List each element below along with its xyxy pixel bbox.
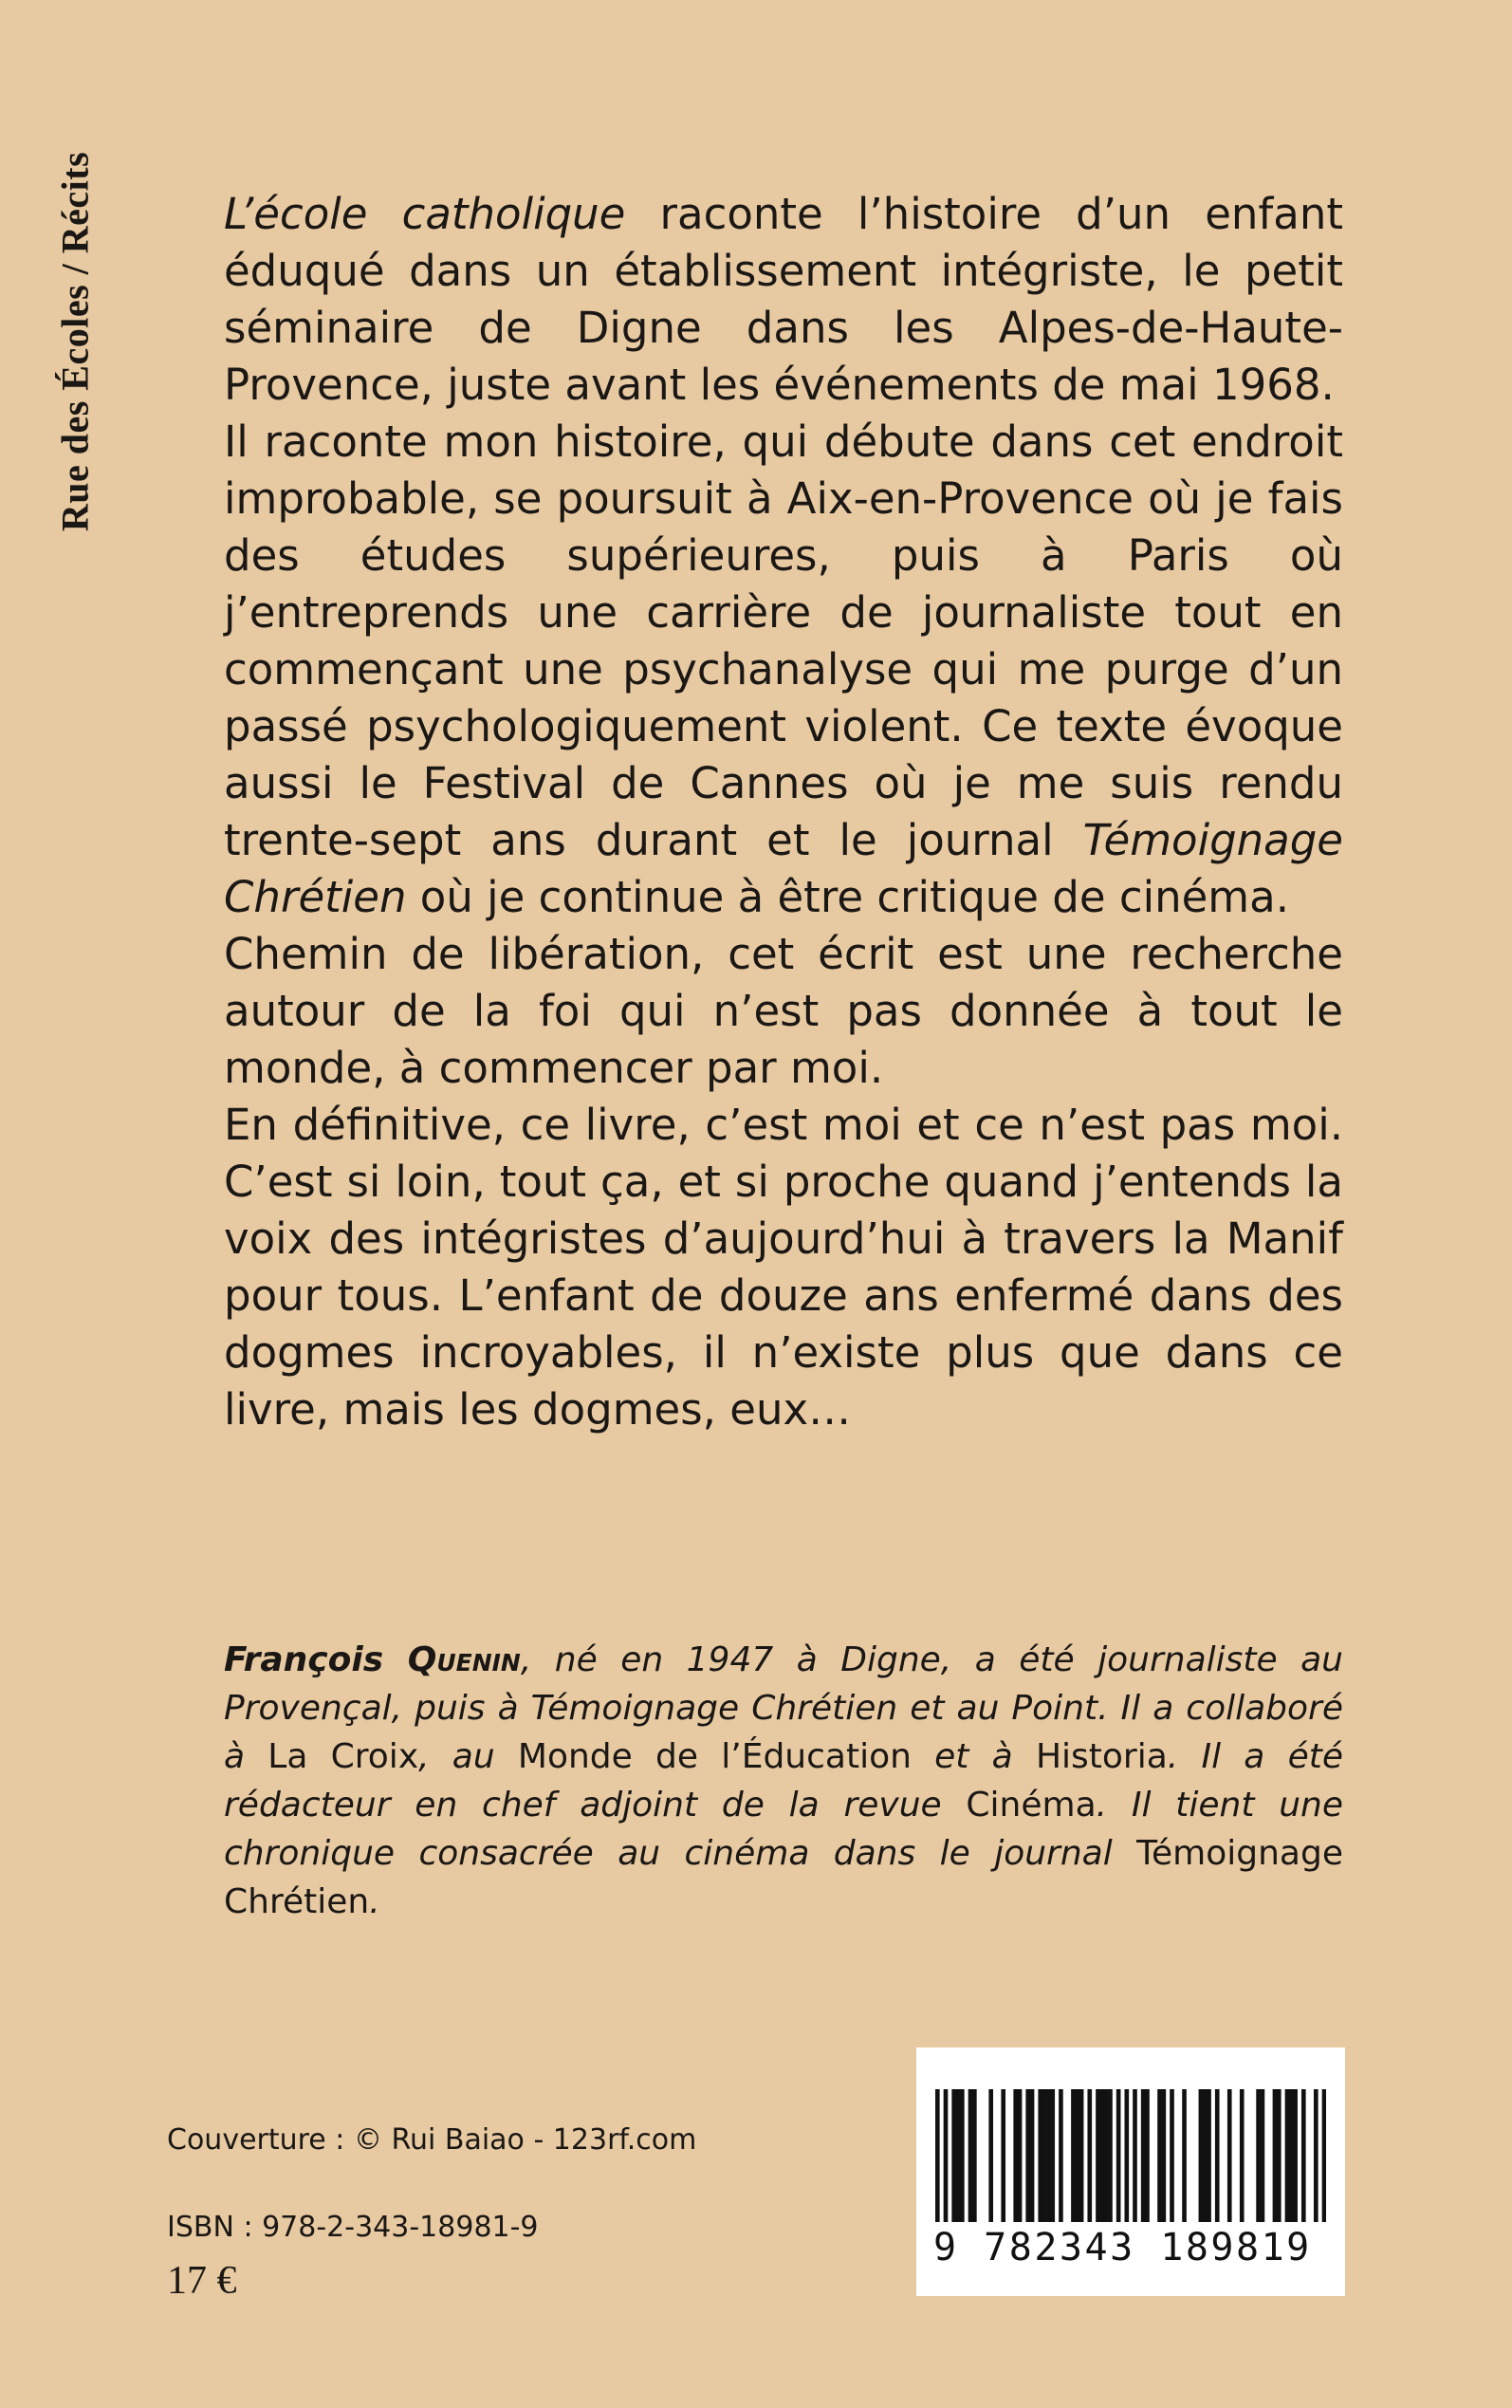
summary-paragraph-3: Chemin de libération, cet écrit est une recherche autour de la foi qui n’est pas donnée à tout le monde, à commencer par moi.: [224, 929, 1343, 1093]
barcode-bar: [1141, 2089, 1146, 2222]
barcode-bar: [1170, 2089, 1174, 2222]
spine-label: [36, 104, 114, 579]
barcode-bar: [1050, 2089, 1055, 2222]
summary-paragraph-1: L’école catholique raconte l’histoire d’un enfant éduqué dans un établissement intégriste, le petit séminaire de Digne dans les Alpes-de-Haute-Provence, juste avant les événements de mai 1968.: [224, 189, 1344, 410]
barcode-bar: [1042, 2089, 1047, 2222]
barcode-bar: [1079, 2089, 1084, 2222]
barcode-bar: [1285, 2089, 1290, 2222]
barcode-bar: [1199, 2089, 1204, 2222]
barcode-bar: [960, 2089, 965, 2222]
author-first-name: François: [224, 1640, 408, 1679]
barcode-bar: [1145, 2089, 1150, 2222]
barcode-bar: [1133, 2089, 1137, 2222]
barcode-bars: [935, 2089, 1326, 2222]
barcode-bar: [1207, 2089, 1211, 2222]
author-bio: François Quenin, né en 1947 à Digne, a été journaliste au Provençal, puis à Témoignage Chrétien et au Point. Il a collaboré à La Croix, au Monde de l’Éducation et à Historia. Il a été rédacteur en chef adjoint de la revue Cinéma. Il tient une chronique consacrée au cinéma dans le journal Témoignage Chrétien.: [224, 1640, 1344, 1921]
barcode: [916, 2047, 1345, 2296]
barcode-bar: [1046, 2089, 1051, 2222]
barcode-bar: [951, 2089, 956, 2222]
isbn: ISBN : 978-2-343-18981-9: [167, 2211, 539, 2244]
barcode-bar: [1018, 2089, 1023, 2222]
price: 17 €: [167, 2259, 237, 2303]
barcode-bar: [1104, 2089, 1109, 2222]
cover-credit: Couverture : © Rui Baiao - 123rf.com: [167, 2123, 697, 2157]
barcode-bar: [1025, 2089, 1030, 2222]
book-title: L’école catholique: [224, 189, 626, 239]
barcode-bar: [1289, 2089, 1294, 2222]
barcode-bar: [1256, 2089, 1261, 2222]
summary-paragraph-4: En définitive, ce livre, c’est moi et ce n’est pas moi. C’est si loin, tout ça, et si proche quand j’entends la voix des intégristes d’aujourd’hui à travers la Manif pour tous. L’enfant de douze ans enfermé dans des dogmes incroyables, il n’existe plus que dans ce livre, mais les dogmes, eux…: [224, 1100, 1343, 1435]
barcode-bar: [1087, 2089, 1092, 2222]
barcode-bar: [1071, 2089, 1076, 2222]
barcode-bar: [1314, 2089, 1318, 2222]
barcode-bar: [1059, 2089, 1063, 2222]
barcode-bar: [1293, 2089, 1298, 2222]
barcode-bar: [1203, 2089, 1208, 2222]
barcode-bar: [988, 2089, 993, 2222]
barcode-bar: [1227, 2089, 1232, 2222]
barcode-bar: [1030, 2089, 1035, 2222]
barcode-bar: [1116, 2089, 1121, 2222]
barcode-bar: [1322, 2089, 1326, 2222]
barcode-bar: [1277, 2089, 1282, 2222]
barcode-bar: [1108, 2089, 1113, 2222]
barcode-bar: [1215, 2089, 1220, 2222]
barcode-bar: [1075, 2089, 1079, 2222]
barcode-bar: [956, 2089, 961, 2222]
barcode-bar: [1162, 2089, 1167, 2222]
barcode-number: 9 782343 189819: [933, 2226, 1312, 2269]
barcode-bar: [972, 2089, 977, 2222]
barcode-bar: [1096, 2089, 1100, 2222]
barcode-bar: [1182, 2089, 1187, 2222]
barcode-bar: [1124, 2089, 1129, 2222]
collection-name: Rue des Écoles / Récits: [53, 151, 97, 532]
summary-paragraph-2: Il raconte mon histoire, qui débute dans cet endroit improbable, se poursuit à Aix-en-Provence où je fais des études supérieures, puis à Paris où j’entreprends une carrière de journaliste tout en commençant une psychanalyse qui me purge d’un passé psychologiquement violent. Ce texte évoque aussi le Festival de Cannes où je me suis rendu trente-sept ans durant et le journal Témoignage Chrétien où je continue à être critique de cinéma.: [224, 417, 1343, 922]
journal-name: Témoignage Chrétien: [224, 815, 1343, 922]
book-summary: [224, 186, 1343, 1438]
barcode-bar: [1038, 2089, 1042, 2222]
barcode-bar: [944, 2089, 949, 2222]
barcode-bar: [1157, 2089, 1162, 2222]
barcode-bar: [1273, 2089, 1278, 2222]
barcode-bar: [1001, 2089, 1005, 2222]
barcode-bar: [1099, 2089, 1104, 2222]
barcode-bar: [935, 2089, 940, 2222]
author-last-name: Quenin: [407, 1640, 521, 1679]
barcode-bar: [1240, 2089, 1245, 2222]
barcode-bar: [1301, 2089, 1306, 2222]
barcode-bar: [1261, 2089, 1265, 2222]
barcode-bar: [1013, 2089, 1018, 2222]
barcode-bar: [968, 2089, 973, 2222]
